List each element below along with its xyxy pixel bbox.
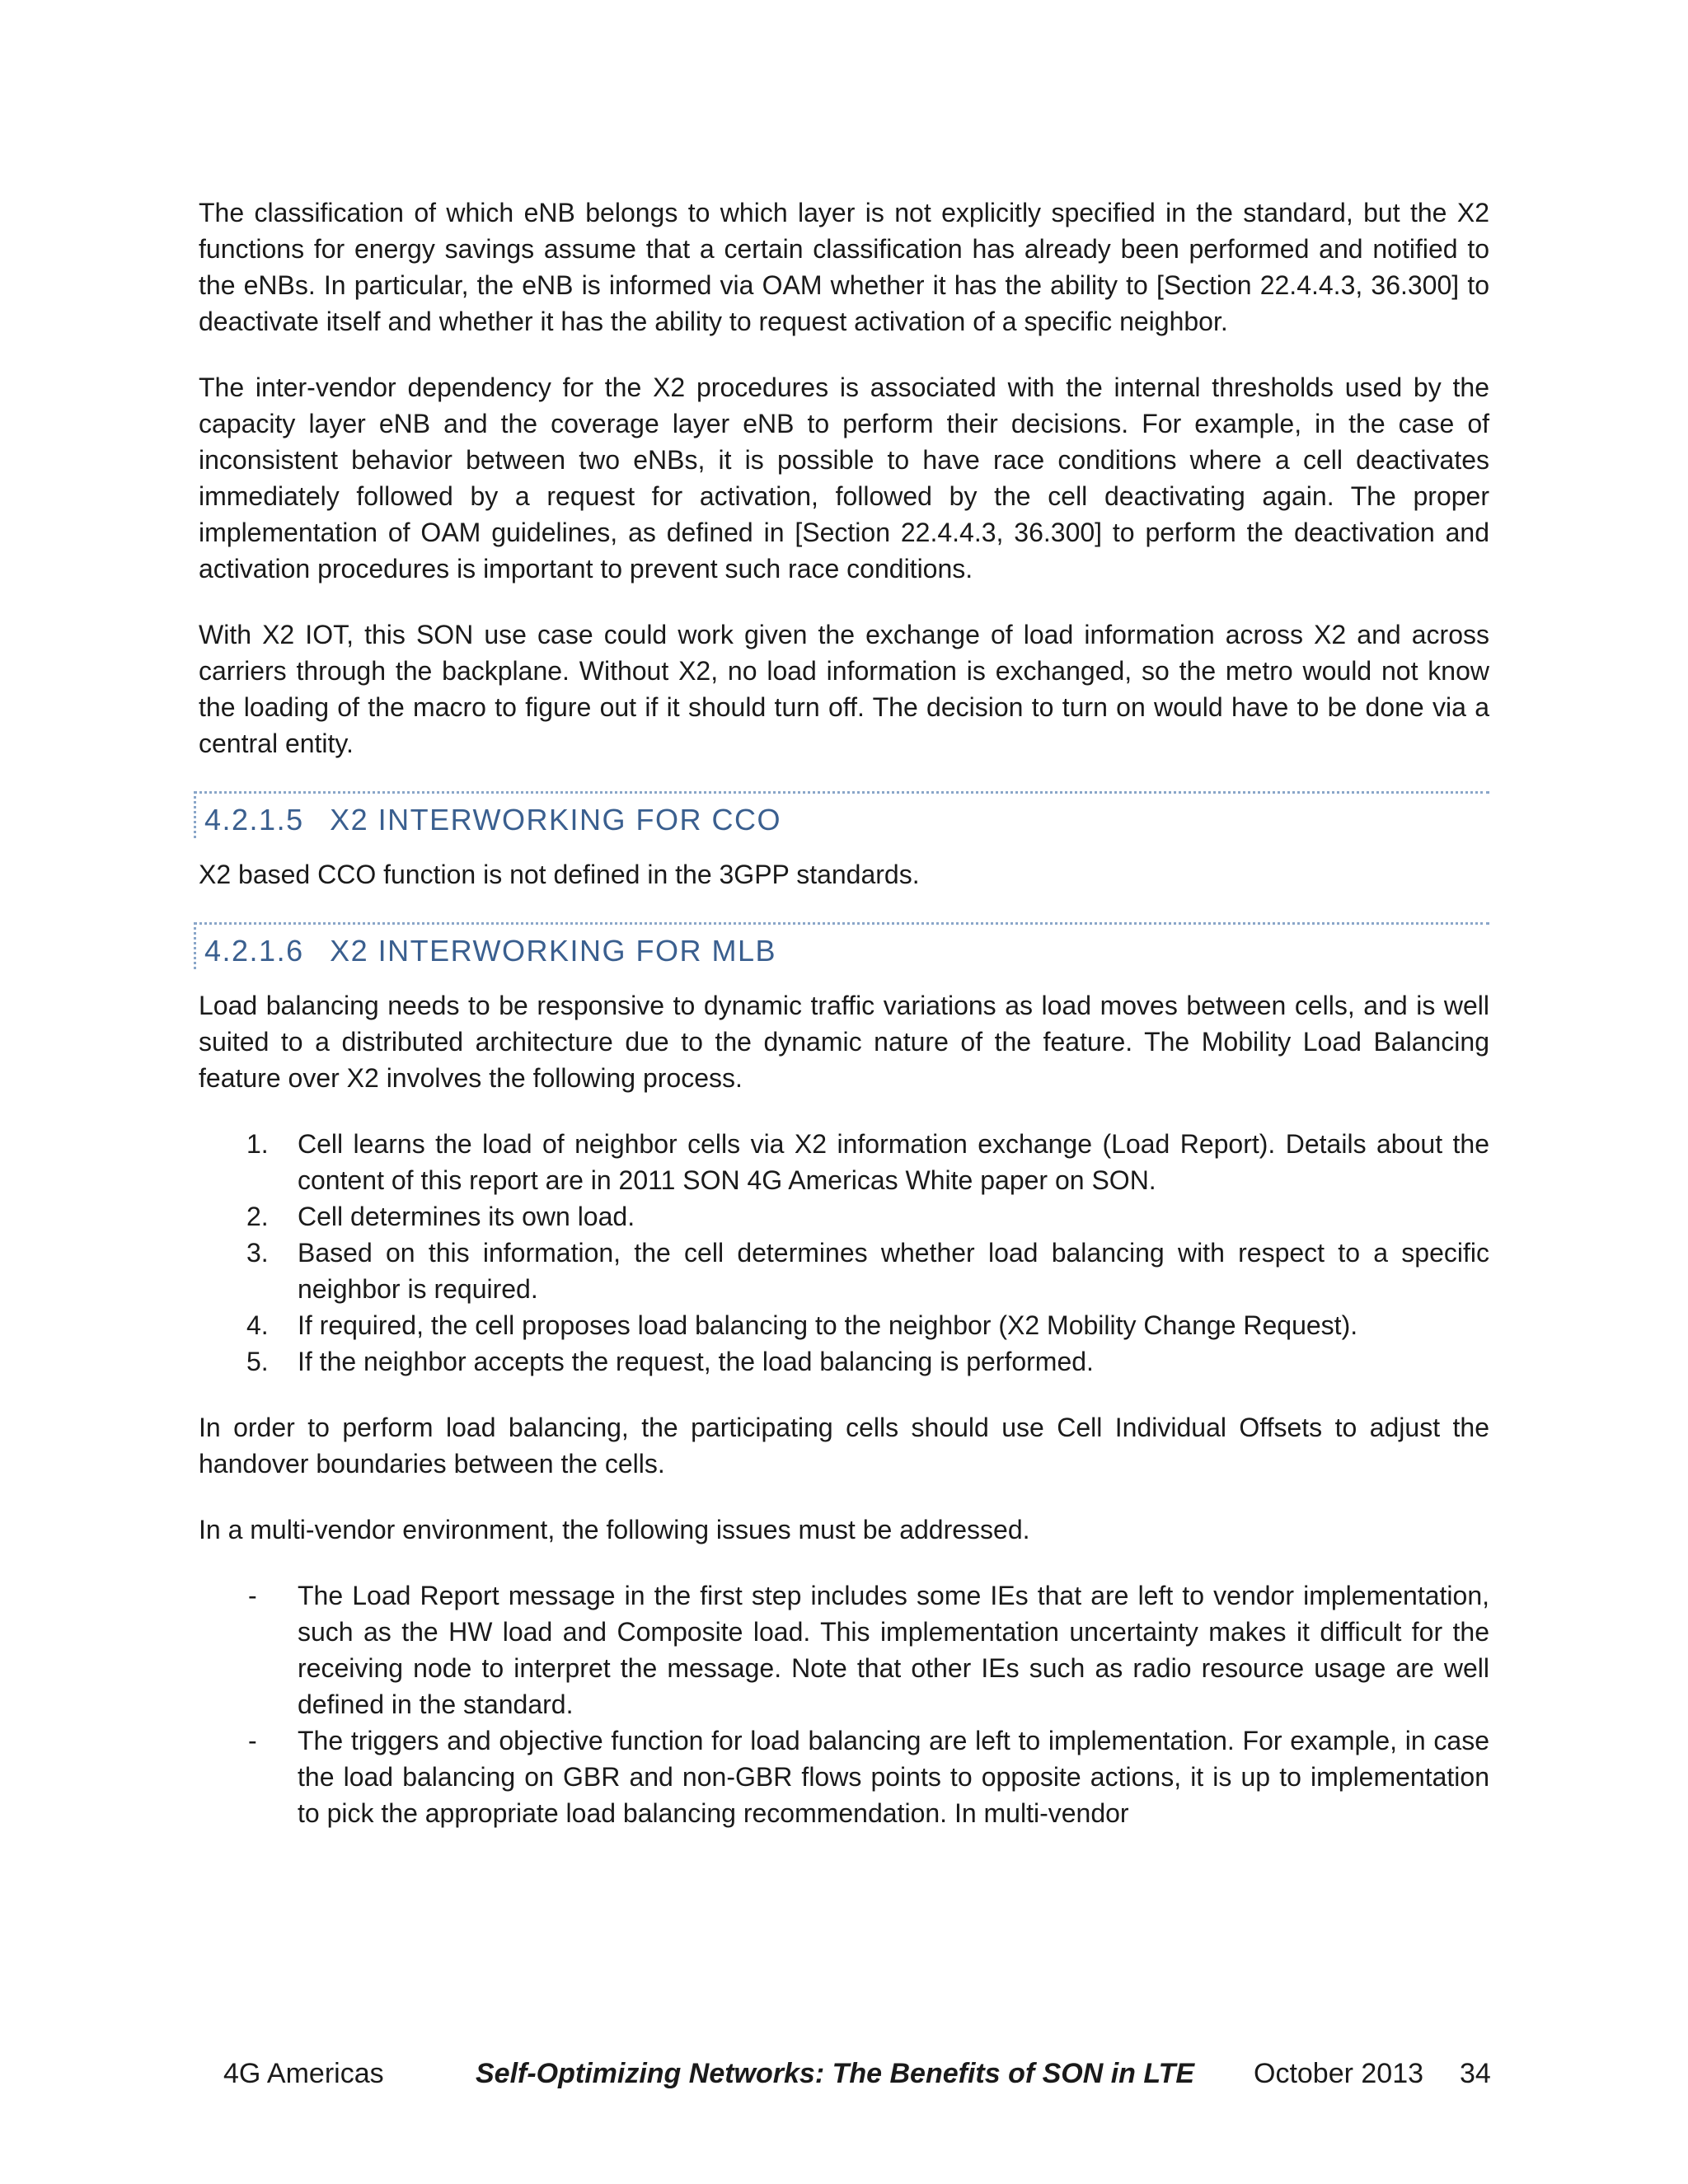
section-number: 4.2.1.6 bbox=[204, 934, 304, 968]
list-item bbox=[199, 1198, 1489, 1235]
paragraph-cell-offsets: In order to perform load balancing, the participating cells should use Cell Individual Offsets to adjust the handover boundaries between the cells. bbox=[199, 1413, 1489, 1479]
footer-document-title: Self-Optimizing Networks: The Benefits of SON in LTE bbox=[476, 2058, 1195, 2089]
section-title: X2 INTERWORKING FOR MLB bbox=[330, 934, 777, 968]
list-item bbox=[199, 1722, 1489, 1831]
paragraph-x2-iot: With X2 IOT, this SON use case could work given the exchange of load information across X2 and across carriers through the backplane. Without X2, no load information is exchanged, so the metro would not know the loading of the macro to figure out if it should turn off. The decision to turn on would have to be done via a central entity. bbox=[199, 620, 1489, 758]
section-heading-cco bbox=[194, 791, 1489, 838]
list-item bbox=[199, 1343, 1489, 1380]
list-marker: 5. bbox=[246, 1347, 269, 1376]
list-marker: - bbox=[248, 1726, 257, 1755]
issues-list bbox=[199, 1577, 1489, 1831]
paragraph-inter-vendor-dependency: The inter-vendor dependency for the X2 procedures is associated with the internal thresholds used by the capacity layer eNB and the coverage layer eNB to perform their decisions. For example, in the case of inconsistent behavior between two eNBs, it is possible to have race conditions where a cell deactivates immediately followed by a request for activation, followed by the cell deactivating again. The proper implementation of OAM guidelines, as defined in [Section 22.4.4.3, 36.300] to perform the deactivation and activation procedures is important to prevent such race conditions. bbox=[199, 373, 1489, 583]
footer-date: October 2013 bbox=[1254, 2058, 1424, 2089]
mlb-process-steps bbox=[199, 1126, 1489, 1380]
paragraph-mlb-intro: Load balancing needs to be responsive to dynamic traffic variations as load moves between cells, and is well suited to a distributed architecture due to the dynamic nature of the feature. The Mobility Load Balancing feature over X2 involves the following process. bbox=[199, 991, 1489, 1093]
list-item bbox=[199, 1126, 1489, 1198]
list-item-text: Cell learns the load of neighbor cells via X2 information exchange (Load Report). Details about the content of this report are in 2011 SON 4G Americas White paper on SON. bbox=[298, 1129, 1489, 1195]
paragraph-multi-vendor-issues: In a multi-vendor environment, the following issues must be addressed. bbox=[199, 1515, 1030, 1544]
list-marker: 2. bbox=[246, 1202, 269, 1231]
list-item bbox=[199, 1307, 1489, 1343]
list-item-text: Cell determines its own load. bbox=[298, 1202, 635, 1231]
list-item-text: Based on this information, the cell determines whether load balancing with respect to a specific neighbor is required. bbox=[298, 1238, 1489, 1304]
list-marker: 1. bbox=[246, 1129, 269, 1159]
list-item-text: The Load Report message in the first step includes some IEs that are left to vendor implementation, such as the HW load and Composite load. This implementation uncertainty makes it difficult for the receiving node to interpret the message. Note that other IEs such as radio resource usage are well defined in the standard. bbox=[298, 1581, 1489, 1719]
footer-organization: 4G Americas bbox=[223, 2058, 384, 2089]
section-heading-mlb bbox=[194, 922, 1489, 969]
list-item-text: The triggers and objective function for load balancing are left to implementation. For example, in case the load balancing on GBR and non-GBR flows points to opposite actions, it is up to implementation to pick the appropriate load balancing recommendation. In multi-vendor bbox=[298, 1726, 1489, 1828]
section-number: 4.2.1.5 bbox=[204, 803, 304, 837]
list-marker: 4. bbox=[246, 1310, 269, 1340]
list-marker: 3. bbox=[246, 1238, 269, 1268]
list-item bbox=[199, 1577, 1489, 1722]
list-marker: - bbox=[248, 1581, 257, 1610]
list-item-text: If required, the cell proposes load balancing to the neighbor (X2 Mobility Change Request). bbox=[298, 1310, 1358, 1340]
document-page bbox=[199, 194, 1489, 1831]
page-number: 34 bbox=[1460, 2058, 1491, 2089]
page-footer bbox=[223, 2055, 1489, 2092]
list-item bbox=[199, 1235, 1489, 1307]
paragraph-layer-classification: The classification of which eNB belongs to which layer is not explicitly specified in the standard, but the X2 functions for energy savings assume that a certain classification has already been performed and notified to the eNBs. In particular, the eNB is informed via OAM whether it has the ability to [Section 22.4.4.3, 36.300] to deactivate itself and whether it has the ability to request activation of a specific neighbor. bbox=[199, 198, 1489, 336]
list-item-text: If the neighbor accepts the request, the load balancing is performed. bbox=[298, 1347, 1094, 1376]
paragraph-cco: X2 based CCO function is not defined in the 3GPP standards. bbox=[199, 860, 920, 889]
section-title: X2 INTERWORKING FOR CCO bbox=[330, 803, 781, 837]
